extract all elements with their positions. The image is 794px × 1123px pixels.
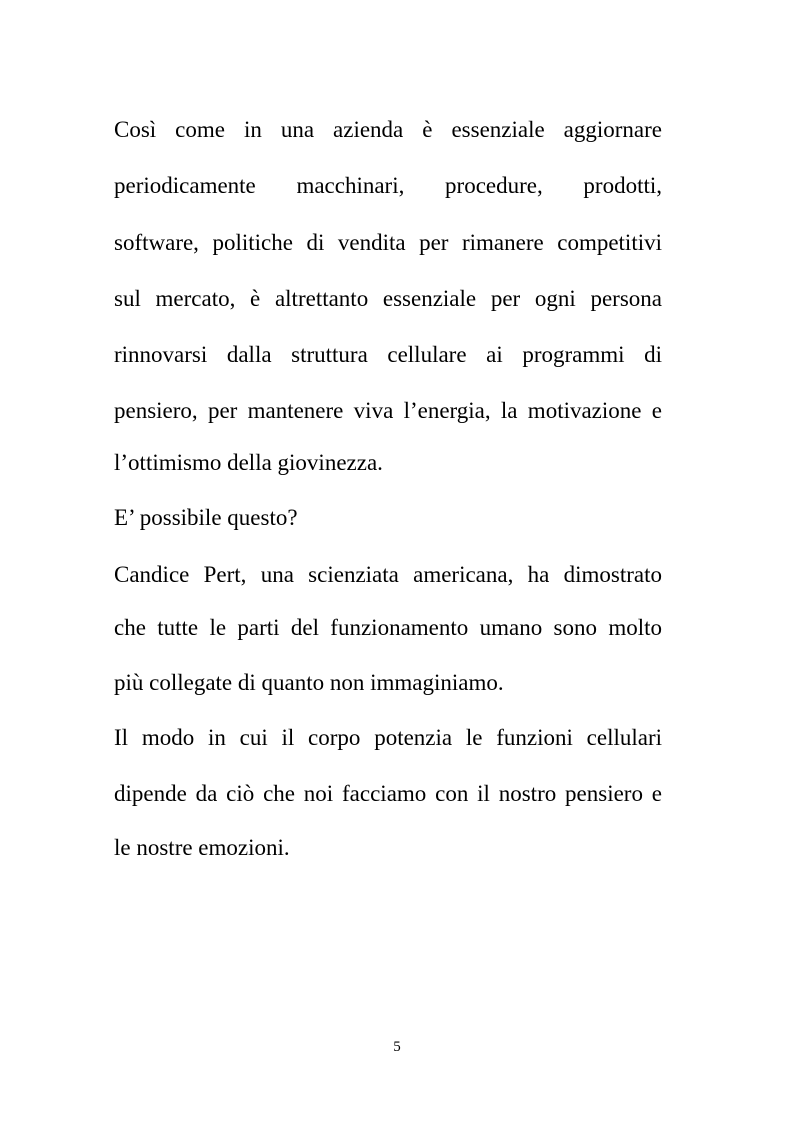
text-line: le nostre emozioni. xyxy=(114,835,290,860)
text-line: periodicamente macchinari, procedure, prodotti, xyxy=(114,173,662,198)
text-line: più collegate di quanto non immaginiamo. xyxy=(114,670,504,695)
text-line: che tutte le parti del funzionamento umano sono molto xyxy=(114,615,662,640)
text-line: l’ottimismo della giovinezza. xyxy=(114,450,383,475)
text-line: sul mercato, è altrettanto essenziale per ogni persona xyxy=(114,286,662,311)
text-line: pensiero, per mantenere viva l’energia, la motivazione e xyxy=(114,398,662,423)
text-line: software, politiche di vendita per rimanere competitivi xyxy=(114,230,662,255)
text-line: E’ possibile questo? xyxy=(114,505,298,530)
text-line: rinnovarsi dalla struttura cellulare ai programmi di xyxy=(114,342,662,367)
page-number: 5 xyxy=(393,1039,401,1055)
text-line: Candice Pert, una scienziata americana, ha dimostrato xyxy=(114,562,662,587)
text-line: Il modo in cui il corpo potenzia le funzioni cellulari xyxy=(114,725,662,750)
text-line: dipende da ciò che noi facciamo con il nostro pensiero e xyxy=(114,781,662,806)
text-line: Così come in una azienda è essenziale aggiornare xyxy=(114,117,662,142)
